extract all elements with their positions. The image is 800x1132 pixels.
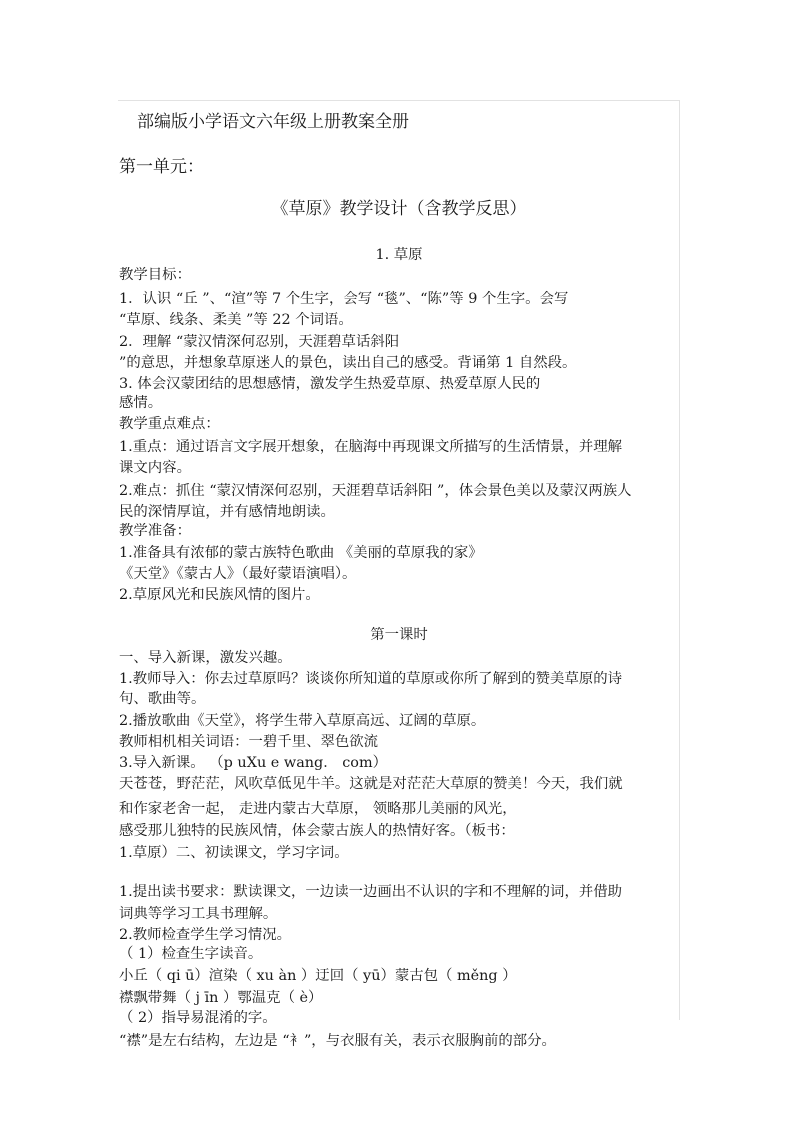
text-line: 2．理解 “蒙汉情深何忍别，天涯碧草话斜阳 [119, 334, 400, 350]
text-line: 小丘（ qi ū）渲染（ xu àn ）迂回（ yū）蒙古包（ měng ） [119, 968, 517, 984]
text-line: 感情。 [119, 395, 163, 411]
text-line: 天苍苍，野茫茫，风吹草低见牛羊。这就是对茫茫大草原的赞美！今天，我们就 [119, 776, 623, 792]
text-line: 课文内容。 [119, 460, 191, 476]
text-line: 襟飘带舞（ j īn ）鄂温克（ è） [119, 990, 323, 1006]
page-border-right [679, 100, 680, 1020]
text-line: （ 1）检查生字读音。 [119, 946, 263, 962]
text-line: 2.难点：抓住 “蒙汉情深何忍别，天涯碧草话斜阳 ”，体会景色美以及蒙汉两族人 [119, 483, 632, 499]
text-line: 2.草原风光和民族风情的图片。 [119, 587, 320, 603]
text-line: 词典等学习工具书理解。 [119, 906, 278, 922]
text-line: “草原、线条、柔美 ”等 22 个词语。 [119, 312, 353, 328]
text-line: 一、导入新课，激发兴趣。 [119, 650, 292, 666]
text-line: 教学准备： [119, 523, 191, 539]
text-line: 教学重点难点： [119, 416, 220, 432]
period-title: 第一课时 [370, 627, 428, 643]
text-line: 1.提出读书要求：默读课文，一边读一边画出不认识的字和不理解的词，并借助 [119, 884, 623, 900]
text-line: （ 2）指导易混淆的字。 [119, 1010, 277, 1026]
text-line: 1.教师导入：你去过草原吗？谈谈你所知道的草原或你所了解到的赞美草原的诗 [119, 671, 623, 687]
text-line: 教师相机相关词语：一碧千里、翠色欲流 [119, 734, 379, 750]
text-line: 1.重点：通过语言文字展开想象，在脑海中再现课文所描写的生活情景，并理解 [119, 439, 623, 455]
text-line: 1.草原）二、初读课文，学习字词。 [119, 845, 349, 861]
text-line: 句、歌曲等。 [119, 691, 206, 707]
text-line: 教学目标： [119, 267, 191, 283]
text-line: 《天堂》《蒙古人》（最好蒙语演唱）。 [119, 566, 357, 582]
text-line: 1．认识 “丘 ”、“渲”等 7 个生字，会写 “毯”、“陈”等 9 个生字。会写 [119, 291, 569, 307]
text-line: “襟”是左右结构，左边是 “衤”，与衣服有关，表示衣服胸前的部分。 [119, 1033, 556, 1049]
text-line: 3. 体会汉蒙团结的思想感情，激发学生热爱草原、热爱草原人民的 [119, 376, 541, 392]
text-line: 感受那儿独特的民族风情，体会蒙古族人的热情好客。（板书： [119, 823, 515, 839]
text-line: 2.播放歌曲《天堂》，将学生带入草原高远、辽阔的草原。 [119, 713, 486, 729]
text-line: 2.教师检查学生学习情况。 [119, 927, 292, 943]
text-line: ”的意思，并想象草原迷人的景色，读出自己的感受。背诵第 1 自然段。 [119, 355, 577, 371]
page-border-top [118, 100, 680, 101]
text-line: 1.准备具有浓郁的蒙古族特色歌曲 《美丽的草原我的家》 [119, 545, 483, 561]
section-title: 1. 草原 [375, 247, 423, 263]
lesson-title: 《草原》教学设计（含教学反思） [271, 199, 527, 219]
unit-heading: 第一单元： [119, 157, 204, 177]
text-line: 民的深情厚谊，并有感情地朗读。 [119, 504, 335, 520]
text-line: 3.导入新课。 （p uXu e wang． com） [119, 755, 387, 771]
document-title: 部编版小学语文六年级上册教案全册 [137, 112, 409, 132]
text-line: 和作家老舍一起， 走进内蒙古大草原， 领略那儿美丽的风光， [119, 801, 517, 817]
